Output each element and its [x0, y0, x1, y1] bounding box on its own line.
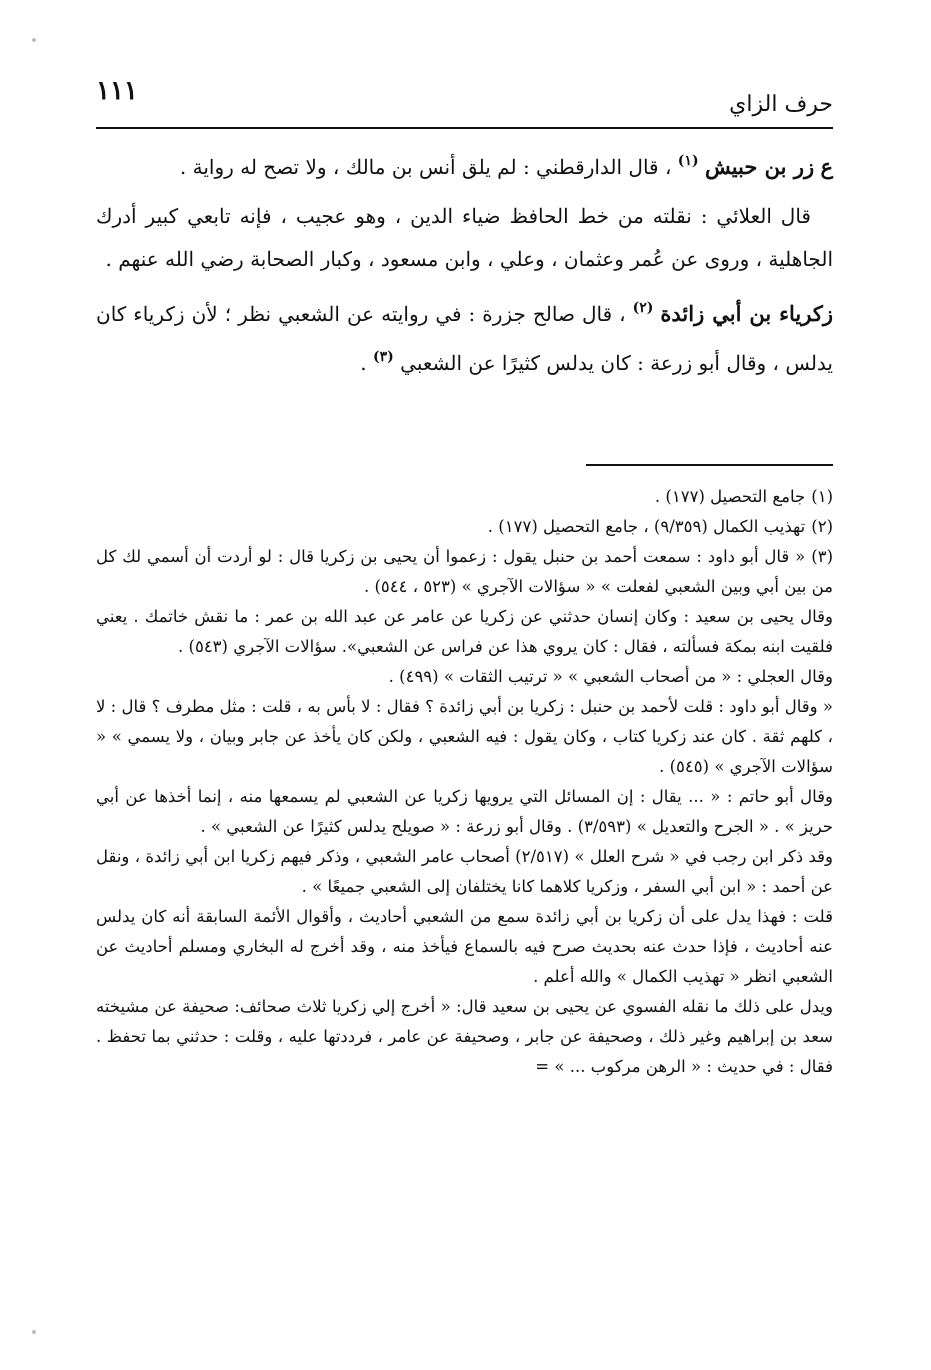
scan-speck [32, 38, 36, 42]
footnote-3 [96, 542, 833, 602]
footnotes [96, 482, 833, 1082]
footnote-number: (١) [811, 487, 833, 506]
page-header [96, 76, 833, 120]
footnote-3-paragraph: وقد ذكر ابن رجب في « شرح العلل » (٢/٥١٧) أصحاب عامر الشعبي ، وذكر فيهم زكريا ابن أبي زائدة ، ونقل عن أحمد : « ابن أبي السفر ، وزكريا كلاهما كانا يختلفان إلى الشعبي جميعًا » . [96, 847, 833, 896]
footnote-3-paragraph: وقال يحيى بن سعيد : وكان إنسان حدثني عن زكريا عن عامر عن عبد الله بن عمر : ما نقش خاتمك . يعني فلقيت ابنه بمكة فسألته ، فقال : كان يروي هذا عن فراس عن الشعبي». سؤالات الآجري (٥٤٣) . [96, 607, 833, 656]
entry-text: ، قال صالح جزرة : في روايته عن الشعبي نظر ؛ لأن زكرياء كان يدلس ، وقال أبو زرعة : كان يدلس كثيرًا عن الشعبي [96, 302, 833, 375]
footnote-ref: (٢) [632, 300, 654, 316]
entry-zirr-ibn-hubaysh [96, 140, 833, 189]
entry-name: زكرياء بن أبي زائدة [660, 301, 833, 326]
footnote-2 [96, 512, 833, 542]
footnote-number: (٢) [811, 517, 833, 536]
header-rule [96, 127, 833, 129]
entry-text: ، قال الدارقطني : لم يلق أنس بن مالك ، ولا تصح له رواية . [179, 155, 672, 179]
footnote-3-paragraph: وقال أبو حاتم : « ... يقال : إن المسائل التي يرويها زكريا عن الشعبي لم يسمعها منه ، إنما أخذها عن أبي حريز » . « الجرح والتعديل » (٣/٥٩٣) . وقال أبو زرعة : « صويلح يدلس كثيرًا عن الشعبي » . [96, 787, 833, 836]
footnote-1 [96, 482, 833, 512]
main-text [96, 140, 833, 385]
scan-speck [32, 1330, 36, 1334]
paragraph-alaai: قال العلائي : نقلته من خط الحافظ ضياء الدين ، وهو عجيب ، فإنه تابعي كبير أدرك الجاهلية ، وروى عن عُمر وعثمان ، وعلي ، وابن مسعود ، وكبار الصحابة رضي الله عنهم . [96, 204, 833, 271]
entry-name: زر بن حبيش [704, 154, 815, 179]
entry-end: . [360, 351, 367, 375]
page-number: ١١١ [96, 76, 138, 106]
footnote-3-paragraph: وقال العجلي : « من أصحاب الشعبي » « ترتيب الثقات » (٤٩٩) . [388, 667, 833, 686]
footnote-ref: (٣) [373, 349, 394, 365]
footnote-separator [586, 464, 833, 466]
footnote-3-paragraph: قلت : فهذا يدل على أن زكريا بن أبي زائدة سمع من الشعبي أحاديث ، وأقوال الأئمة السابقة أنه كان يدلس عنه أحاديث ، فإذا حدث عنه بحديث صرح فيه بالسماع فيأخذ منه ، وقد أخرج له البخاري ومسلم أحاديث عن الشعبي انظر « تهذيب الكمال » والله أعلم . [96, 907, 833, 986]
footnote-text: « قال أبو داود : سمعت أحمد بن حنبل يقول : زعموا أن يحيى بن زكريا قال : لو أردت أن أسمي لك كل من بين أبي وبين الشعبي لفعلت » « سؤالات الآجري » (٥٢٣ ، ٥٤٤) . [96, 547, 833, 596]
footnote-3-paragraph: « وقال أبو داود : قلت لأحمد بن حنبل : زكريا بن أبي زائدة ؟ فقال : لا بأس به ، قلت : مثل مطرف ؟ قال : لا ، كلهم ثقة . كان عند زكريا كتاب ، وكان يقول : فيه الشعبي ، ولكن كان يأخذ عن جابر وبيان ، ولا يسمي » « سؤالات الآجري » (٥٤٥) . [96, 697, 833, 776]
entry-zakariyya-ibn-abi-zaida [96, 287, 833, 385]
footnote-ref: (١) [677, 153, 699, 169]
footnote-number: (٣) [811, 547, 833, 566]
running-title: حرف الزاي [729, 92, 833, 117]
footnote-text: تهذيب الكمال (٩/٣٥٩) ، جامع التحصيل (١٧٧) . [487, 517, 806, 536]
footnote-text: جامع التحصيل (١٧٧) . [654, 487, 806, 506]
footnote-3-paragraph: ويدل على ذلك ما نقله الفسوي عن يحيى بن سعيد قال: « أخرج إلي زكريا ثلاث صحائف: صحيفة عن مشيخته سعد بن إبراهيم وغير ذلك ، وصحيفة عن جابر ، وصحيفة عن عامر ، فرددتها عليه ، وقلت : حدثني بما تحفظ . فقال : في حديث : « الرهن مركوب ... » = [96, 997, 833, 1076]
entry-marker: ع [820, 154, 833, 179]
